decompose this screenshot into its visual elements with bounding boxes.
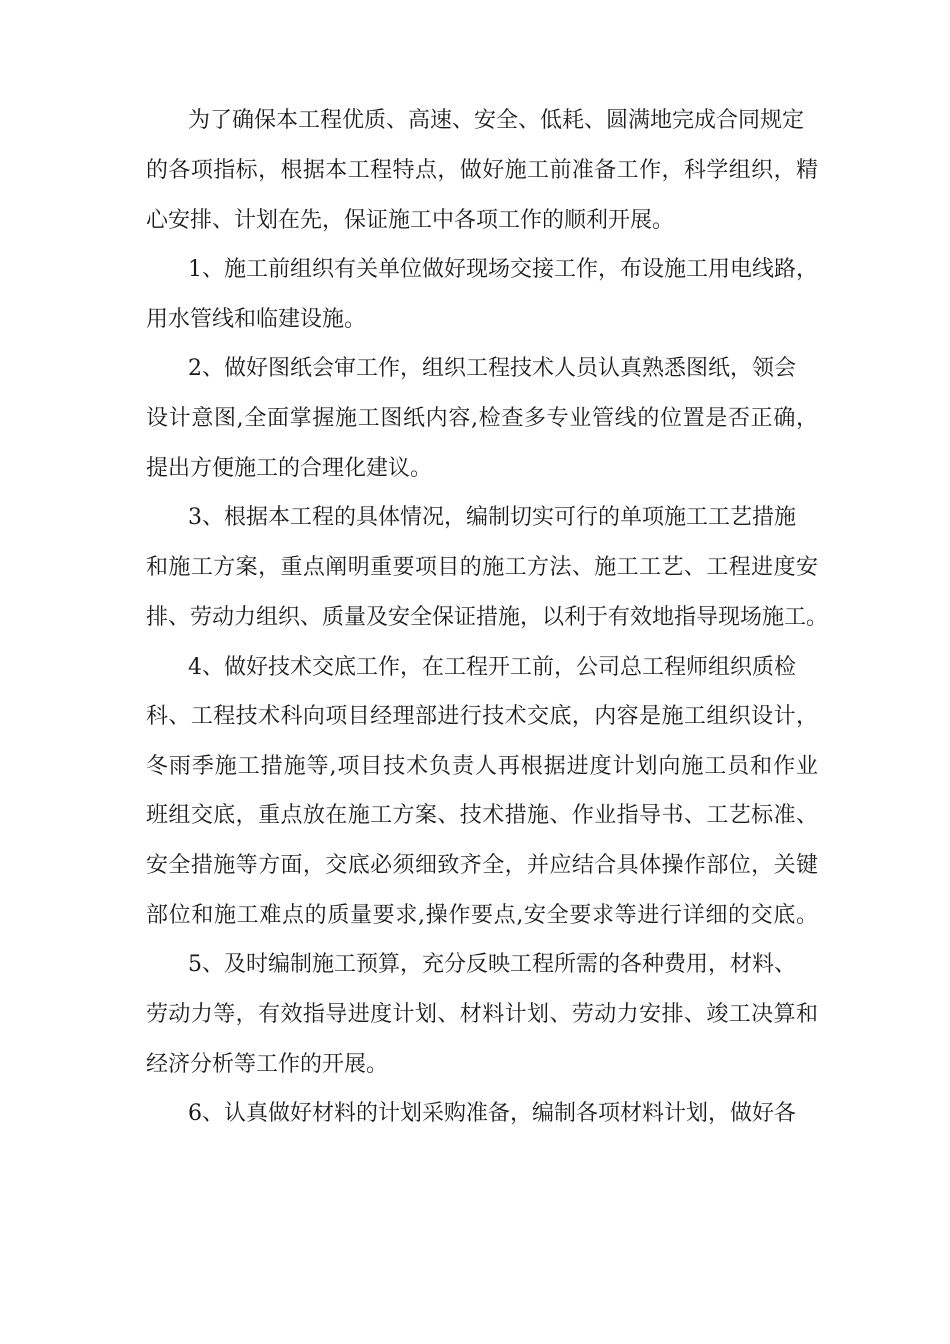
- item-5-line-3: 经济分析等工作的开展。: [146, 1052, 389, 1077]
- intro-paragraph-line-2: 的各项指标，根据本工程特点，做好施工前准备工作，科学组织，精: [146, 158, 818, 183]
- item-3-line-3: 排、劳动力组织、质量及安全保证措施，以利于有效地指导现场施工。: [146, 605, 829, 630]
- item-2-line-2: 设计意图,全面掌握施工图纸内容,检查多专业管线的位置是否正确，: [146, 406, 818, 431]
- intro-paragraph-line-3: 心安排、计划在先，保证施工中各项工作的顺利开展。: [146, 208, 675, 233]
- item-6-line-1: 6、认真做好材料的计划采购准备，编制各项材料计划，做好各: [188, 1101, 796, 1126]
- item-1-line-2: 用水管线和临建设施。: [146, 307, 367, 332]
- item-4-line-5: 安全措施等方面，交底必须细致齐全，并应结合具体操作部位，关键: [146, 853, 818, 878]
- item-4-line-4: 班组交底，重点放在施工方案、技术措施、作业指导书、工艺标准、: [146, 803, 818, 828]
- item-5-line-2: 劳动力等，有效指导进度计划、材料计划、劳动力安排、竣工决算和: [146, 1002, 818, 1027]
- item-1-line-1: 1、施工前组织有关单位做好现场交接工作，布设施工用电线路，: [188, 257, 818, 282]
- item-4-line-2: 科、工程技术科向项目经理部进行技术交底，内容是施工组织设计，: [146, 704, 818, 729]
- item-4-line-3: 冬雨季施工措施等,项目技术负责人再根据进度计划向施工员和作业: [146, 754, 818, 779]
- item-3-line-2: 和施工方案，重点阐明重要项目的施工方法、施工工艺、工程进度安: [146, 555, 818, 580]
- item-2-line-1: 2、做好图纸会审工作，组织工程技术人员认真熟悉图纸，领会: [188, 356, 796, 381]
- item-5-line-1: 5、及时编制施工预算，充分反映工程所需的各种费用，材料、: [188, 952, 796, 977]
- item-2-line-3: 提出方便施工的合理化建议。: [146, 456, 433, 481]
- item-4-line-6: 部位和施工难点的质量要求,操作要点,安全要求等进行详细的交底。: [146, 903, 818, 928]
- intro-paragraph-line-1: 为了确保本工程优质、高速、安全、低耗、圆满地完成合同规定: [188, 108, 805, 133]
- item-4-line-1: 4、做好技术交底工作，在工程开工前，公司总工程师组织质检: [188, 655, 796, 680]
- item-3-line-1: 3、根据本工程的具体情况，编制切实可行的单项施工工艺措施: [188, 505, 796, 530]
